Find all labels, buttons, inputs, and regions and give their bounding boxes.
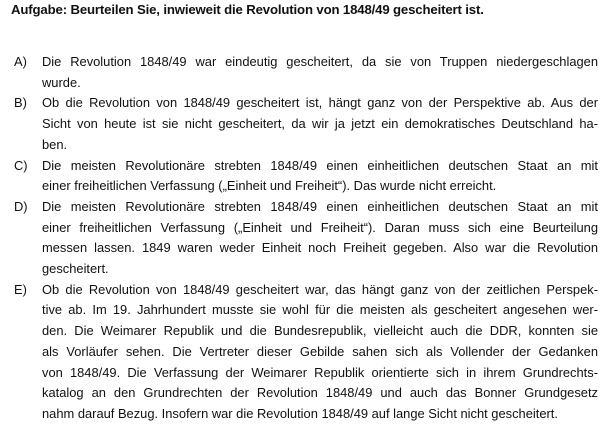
answer-option-e: [14, 280, 598, 425]
answer-line: Die Revolution 1848/49 war eindeutig gescheitert, da sie von Truppen niedergeschlagen: [42, 54, 598, 69]
answer-line: Die meisten Revolutionäre strebten 1848/49 einen einheitlichen deutschen Staat an mit: [42, 198, 598, 214]
answer-letter: C): [14, 157, 28, 173]
answer-letter: E): [14, 281, 27, 297]
answer-text: [42, 280, 598, 425]
answer-list: [14, 52, 598, 425]
answer-line: Die meisten Revolutionäre strebten 1848/49 einen einheitlichen deutschen Staat an mit: [42, 157, 598, 173]
answer-line: einer freiheitlichen Verfassung („Einheit und Freiheit“). Das wurde nicht erreicht.: [42, 178, 497, 194]
answer-line: messen lassen. 1849 waren weder Einheit noch Freiheit gegeben. Also war die Revolution: [42, 240, 598, 256]
answer-line: als Vorläufer sehen. Die Vertreter dieser Gebilde sahen sich als Vollender der Gedanken: [42, 343, 598, 359]
answer-option-a: [14, 52, 598, 93]
answer-line: katalog an den Grundrechten der Revolution 1848/49 und auch das Bonner Grundgesetz: [42, 385, 598, 401]
task-heading: Aufgabe: Beurteilen Sie, inwieweit die Revolution von 1848/49 gescheitert ist.: [11, 2, 484, 17]
answer-line: Sicht von heute ist sie nicht gescheitert, da wir ja jetzt ein demokratisches Deutschland ha-: [42, 116, 598, 132]
answer-line: Ob die Revolution von 1848/49 gescheitert war, das hängt ganz von der zeitlichen Perspek-: [42, 281, 598, 297]
answer-line: ben.: [42, 136, 68, 152]
answer-line: nahm darauf Bezug. Insofern war die Revolution 1848/49 auf lange Sicht nicht gescheitert.: [42, 405, 558, 421]
answer-letter: D): [14, 198, 28, 214]
answer-option-d: [14, 197, 598, 280]
answer-letter: A): [14, 54, 27, 69]
answer-line: tive ab. Im 19. Jahrhundert musste sie wohl für die meisten als gescheitert angesehen wer-: [42, 302, 598, 318]
answer-line: Ob die Revolution von 1848/49 gescheitert ist, hängt ganz von der Perspektive ab. Aus der: [42, 95, 598, 111]
answer-line: wurde.: [42, 74, 81, 90]
answer-line: den. Die Weimarer Republik und die Bundesrepublik, vielleicht auch die DDR, konnten sie: [42, 323, 598, 339]
answer-text: [42, 93, 598, 155]
answer-line: gescheitert.: [42, 261, 109, 277]
answer-line: von 1848/49. Die Verfassung der Weimarer Republik orientierte sich in ihrem Grundrechts-: [42, 364, 598, 380]
answer-text: [42, 197, 598, 280]
answer-text: [42, 156, 598, 197]
answer-line: einer freiheitlichen Verfassung („Einheit und Freiheit“). Daran muss sich eine Beurteilung: [42, 219, 598, 235]
answer-option-b: [14, 93, 598, 155]
answer-letter: B): [14, 95, 27, 111]
answer-text: [42, 52, 598, 93]
answer-option-c: [14, 156, 598, 197]
